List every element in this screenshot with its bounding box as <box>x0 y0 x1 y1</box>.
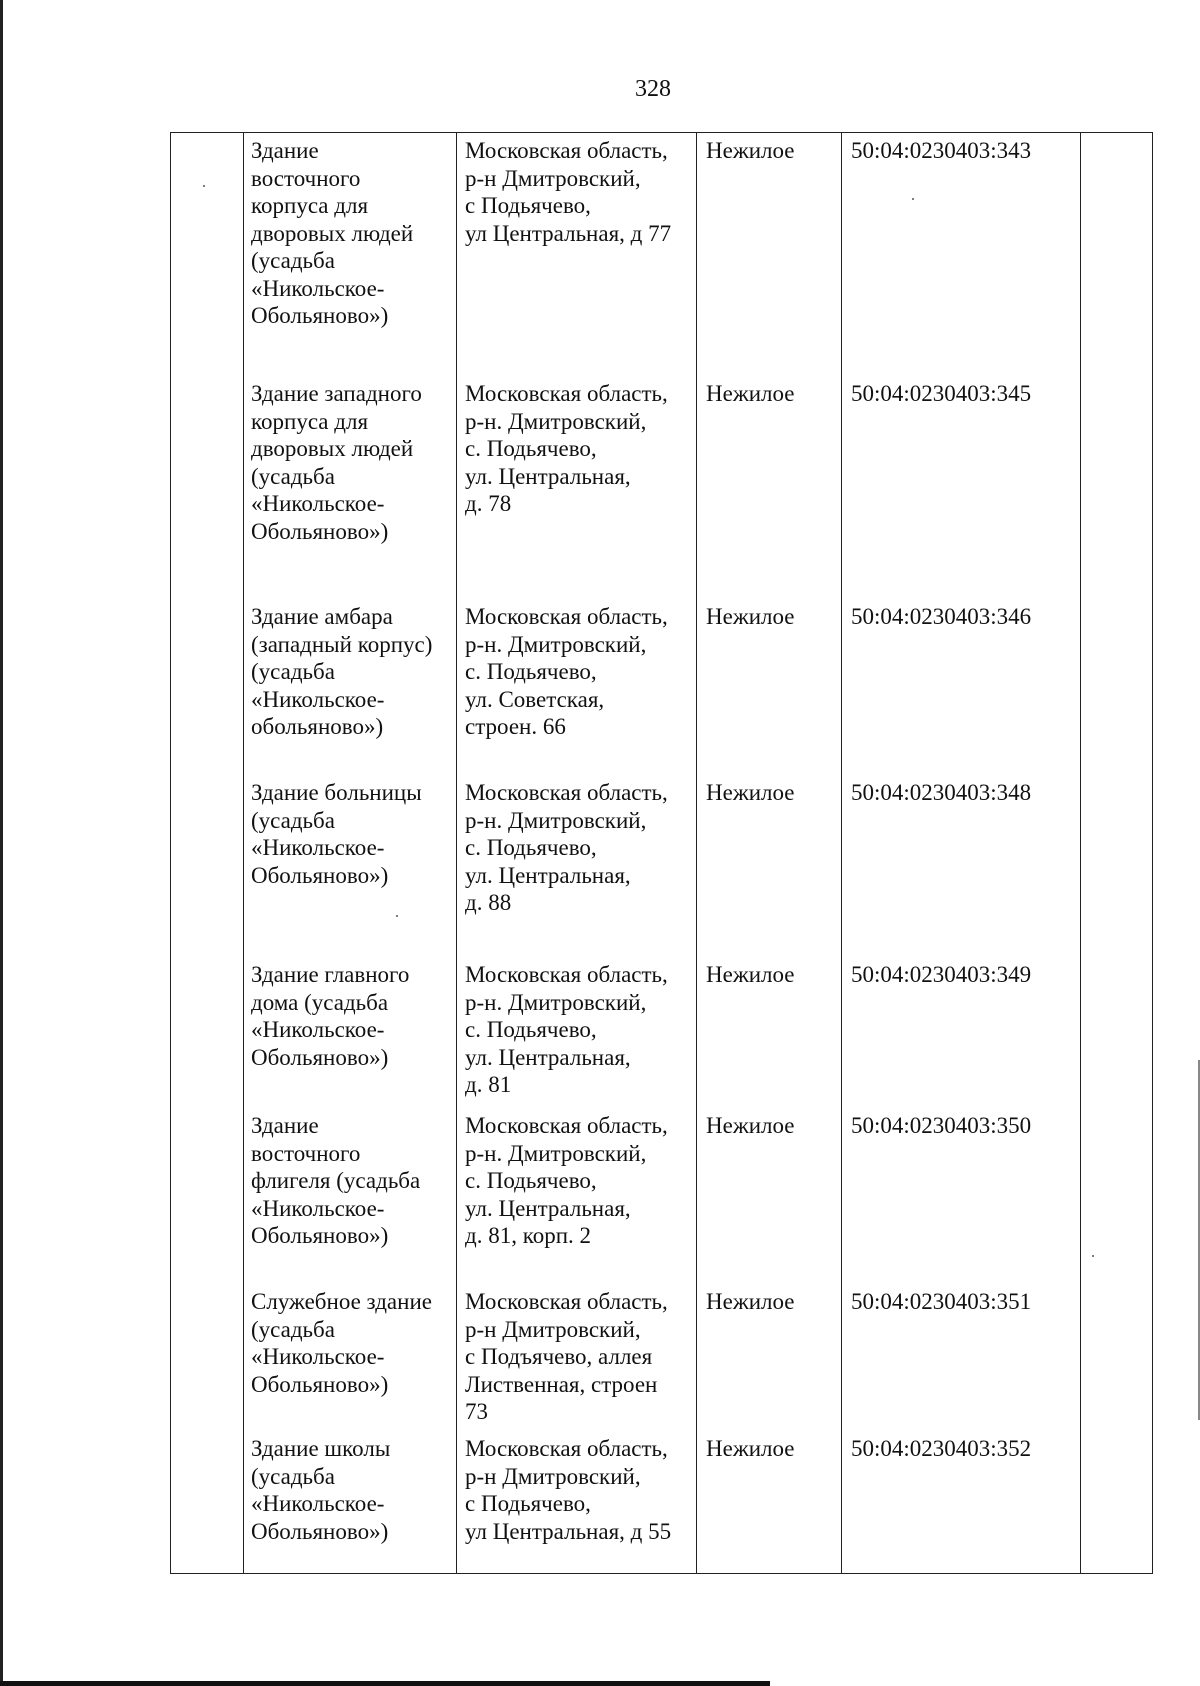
object-address: Московская область, р-н. Дмитровский, с. Подьячево, ул. Советская, строен. 66 <box>465 604 668 739</box>
object-type: Нежилое <box>706 780 795 805</box>
cadastral-number: 50:04:0230403:350 <box>851 1113 1032 1138</box>
scan-bottom-edge <box>0 1681 770 1686</box>
cadastral-number: 50:04:0230403:343 <box>851 138 1032 163</box>
column-divider <box>1080 133 1081 1573</box>
cadastral-number: 50:04:0230403:345 <box>851 381 1032 406</box>
scan-left-edge <box>0 0 3 1686</box>
object-address: Московская область, р-н Дмитровский, с Подьячево, ул Центральная, д 77 <box>465 138 672 246</box>
cadastral-number: 50:04:0230403:348 <box>851 780 1032 805</box>
object-name: Здание амбара (западный корпус) (усадьба «Никольское- обольяново») <box>251 604 433 739</box>
column-divider <box>696 133 697 1573</box>
object-name: Здание западного корпуса для дворовых людей (усадьба «Никольское- Обольяново») <box>251 381 422 544</box>
object-type: Нежилое <box>706 1113 795 1138</box>
scan-speck <box>1092 1255 1094 1257</box>
object-address: Московская область, р-н. Дмитровский, с. Подьячево, ул. Центральная, д. 88 <box>465 780 668 915</box>
object-address: Московская область, р-н. Дмитровский, с. Подьячево, ул. Центральная, д. 78 <box>465 381 668 516</box>
object-name: Здание восточного флигеля (усадьба «Никольское- Обольяново») <box>251 1113 421 1248</box>
cadastral-number: 50:04:0230403:346 <box>851 604 1032 629</box>
object-address: Московская область, р-н Дмитровский, с Подьячево, ул Центральная, д 55 <box>465 1436 672 1544</box>
object-address: Московская область, р-н. Дмитровский, с. Подьячево, ул. Центральная, д. 81, корп. 2 <box>465 1113 668 1248</box>
object-type: Нежилое <box>706 1289 795 1314</box>
scan-speck <box>912 198 914 200</box>
page-number: 328 <box>635 76 671 102</box>
object-address: Московская область, р-н. Дмитровский, с. Подьячево, ул. Центральная, д. 81 <box>465 962 668 1097</box>
object-name: Здание больницы (усадьба «Никольское- Обольяново») <box>251 780 422 888</box>
object-type: Нежилое <box>706 1436 795 1461</box>
column-divider <box>841 133 842 1573</box>
cadastral-number: 50:04:0230403:351 <box>851 1289 1032 1314</box>
object-name: Служебное здание (усадьба «Никольское- Обольяново») <box>251 1289 432 1397</box>
scan-speck <box>396 915 398 917</box>
object-name: Здание школы (усадьба «Никольское- Обольяново») <box>251 1436 391 1544</box>
object-type: Нежилое <box>706 962 795 987</box>
column-divider <box>243 133 244 1573</box>
object-type: Нежилое <box>706 604 795 629</box>
cadastral-number: 50:04:0230403:349 <box>851 962 1032 987</box>
scan-speck <box>203 185 205 187</box>
cadastral-number: 50:04:0230403:352 <box>851 1436 1032 1461</box>
object-type: Нежилое <box>706 381 795 406</box>
object-name: Здание восточного корпуса для дворовых людей (усадьба «Никольское- Обольяново») <box>251 138 414 328</box>
object-type: Нежилое <box>706 138 795 163</box>
column-divider <box>456 133 457 1573</box>
object-name: Здание главного дома (усадьба «Никольское- Обольяново») <box>251 962 410 1070</box>
property-table <box>170 132 1153 1574</box>
object-address: Московская область, р-н Дмитровский, с Подъячево, аллея Лиственная, строен 73 <box>465 1289 668 1424</box>
